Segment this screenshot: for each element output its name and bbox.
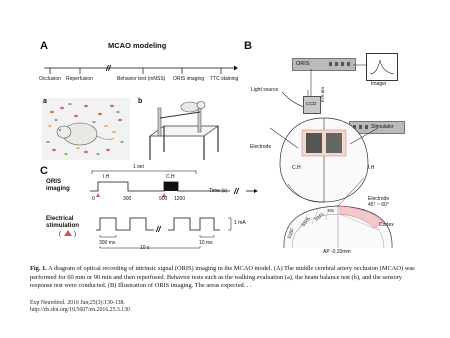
timeline-reperfusion: Reperfusion [66, 76, 93, 82]
time-axis-label: Time (s) [209, 188, 228, 194]
oris-imager-link [353, 62, 367, 68]
svg-text://: // [156, 225, 161, 234]
s1fl-label: S1FL [313, 211, 326, 222]
electrode-label: Electrode [250, 144, 272, 150]
duration-10ms: 10 ms [199, 240, 213, 246]
ap-label: AP -0.20mm [323, 249, 351, 255]
ch-label: C.H [166, 174, 175, 180]
brain-ih-label: I.H [368, 165, 375, 171]
svg-text:(: ( [59, 231, 61, 237]
svg-text://: // [234, 187, 239, 196]
oris-imaging-line2: imaging [46, 185, 70, 192]
source-citation [30, 300, 130, 314]
ccd-camera [303, 96, 321, 114]
timeline-oris: ORIS imaging [173, 76, 205, 82]
oris-timing-trace [88, 178, 258, 200]
stimulation-marker-icon [58, 229, 82, 237]
brain-ch-label: C.H [292, 165, 301, 171]
angle-label: 45° ~ 60° [368, 202, 389, 208]
journal-reference: Exp Neurobiol. 2016 Jun;25(3):130-138. [30, 300, 125, 306]
amplitude-label: 1 mA [234, 220, 246, 226]
imager-monitor [366, 53, 398, 81]
stimulation-pulse-trace [94, 214, 244, 236]
figure [38, 38, 416, 255]
s1hl-label: S1HL [300, 215, 311, 228]
electrical-stimulation-label [46, 215, 79, 229]
oris-imaging-line1: ORIS [46, 178, 62, 185]
duration-10s: 10 s [140, 245, 150, 251]
electrical-line1: Electrical [46, 215, 74, 222]
sub-panel-a-letter: a [43, 98, 47, 105]
one-set-label: 1 set [133, 164, 144, 170]
sub-panel-b-letter: b [138, 98, 143, 105]
electrode-label-2: Electrode [368, 196, 390, 202]
oris-box [292, 58, 356, 71]
svg-text:): ) [74, 231, 76, 237]
caption-label: Fig. 1. [30, 265, 47, 272]
timeline-behavior-test: Behavior test (mNSS) [117, 76, 166, 82]
ih-label: I.H [103, 174, 110, 180]
tick-300: 300 [123, 196, 132, 202]
oris-box-label: ORIS [296, 61, 310, 67]
ccd-stalk [308, 69, 314, 97]
doi-link[interactable]: http://dx.doi.org/10.5607/en.2016.25.3.130 [30, 307, 130, 313]
walking-evaluation-image [42, 98, 130, 160]
imager-label: Imager [371, 81, 387, 87]
s1bf-label: S1BF [286, 227, 295, 240]
timeline-ttc: TTC staining [210, 76, 239, 82]
caption-text: A diagram of optical recording of intrinsic signal (ORIS) imaging in the MCAO model. (A) The middle cerebral artery occlusion (MCAO) was performed for 60 min or 90 min and then reperfused. Behavior tests such as the walking evaluation (a), the beam balance test (b), and the sensory response test were conducted. (B) Illustration of ORIS imaging. The areas expected. . . [30, 265, 415, 290]
figure-caption [30, 265, 425, 291]
electrical-line2: stimulation [46, 222, 80, 229]
wavelength-label: 570 nm [320, 86, 325, 102]
m1-label: M1 [328, 208, 335, 213]
tick-900: 900 [159, 196, 168, 202]
tick-0: 0 [92, 196, 95, 202]
beam-balance-image [138, 96, 228, 162]
tick-1200: 1200 [174, 196, 186, 202]
panel-b-letter: B [244, 40, 252, 52]
cortex-label: Cortex [379, 222, 394, 228]
oris-imaging-label [46, 178, 70, 192]
light-source-label: Light source [251, 87, 279, 93]
ccd-label: CCD [306, 102, 317, 107]
stimulator-label: Stimulator [371, 124, 394, 130]
panel-c-letter: C [40, 165, 48, 177]
svg-text://: // [106, 64, 111, 73]
timeline-occlusion: Occlusion [39, 76, 61, 82]
panel-a-letter: A [40, 40, 48, 52]
duration-300ms: 300 ms [99, 240, 116, 246]
panel-a-title: MCAO modeling [108, 41, 167, 50]
